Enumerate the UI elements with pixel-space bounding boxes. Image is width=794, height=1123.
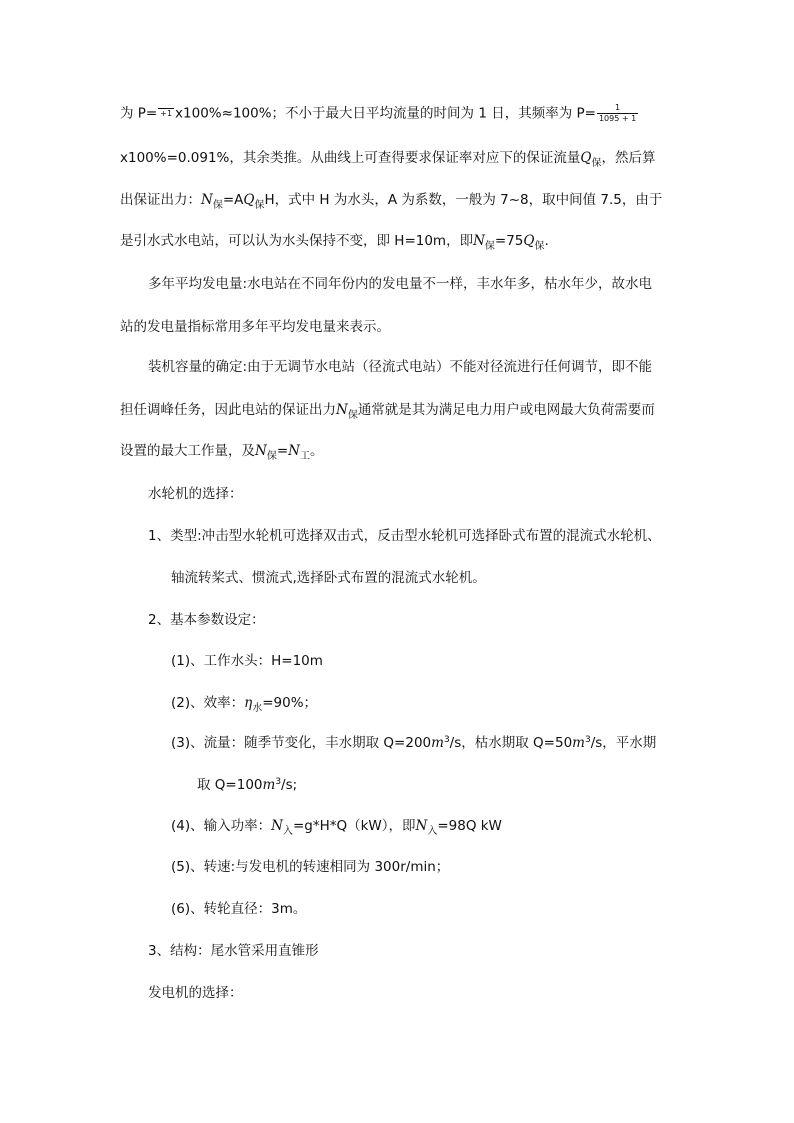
param-power: (4)、输入功率：$N_入=g*H*Q(kW)$，即$N_入=98Q$ kW [171,818,502,837]
fraction-2: $\frac{1}{1095 + 1}$ [598,103,637,123]
turbine-item-1-cont: 轴流转桨式、惯流式,选择卧式布置的混流式水轮机。 [171,570,486,586]
text-line-9: 设置的最大工作量，及$N_保=N_工$。 [120,443,324,462]
param-head: (1)、工作水头：H=10m [171,653,323,669]
text-line-1: 为 P= +1 x100%≈100%；不小于最大日平均流量的时间为 1 日，其频率为 P= $\frac{1}{1095 + 1}$ [120,103,637,123]
text-line-8: 担任调峰任务，因此电站的保证出力$N_保$通常就是其为满足电力用户或电网最大负荷需要而 [120,402,655,421]
fraction-1: +1 [160,109,173,118]
generator-heading: 发电机的选择： [148,985,243,1001]
param-diameter: (6)、转轮直径：3m。 [171,901,307,917]
text-line-4: 是引水式水电站，可以认为水头保持不变，即 H=10m，即$N_保=75Q_保$. [120,233,549,252]
param-flow: (3)、流量：随季节变化，丰水期取 $Q=200m^3/s$，枯水期取 $Q=50m^3/s$，平水期 [171,735,657,751]
turbine-item-2: 2、基本参数设定： [148,612,265,628]
text-line-5: 多年平均发电量:水电站在不同年份内的发电量不一样，丰水年多，枯水年少，故水电 [148,276,653,292]
text-line-2: x100%=0.091%，其余类推。从曲线上可查得要求保证率对应下的保证流量$Q_保$，然后算 [120,150,656,169]
param-speed: (5)、转速:与发电机的转速相同为 300r/min； [171,859,450,875]
turbine-heading: 水轮机的选择： [148,486,243,502]
text-line-7: 装机容量的确定:由于无调节水电站（径流式电站）不能对径流进行任何调节，即不能 [148,359,653,375]
text-line-3: 出保证出力：$N_保=AQ_保H$，式中 H 为水头，A 为系数，一般为 7~8，取中间值 7.5，由于 [120,192,663,211]
turbine-item-1: 1、类型:冲击型水轮机可选择双击式，反击型水轮机可选择卧式布置的混流式水轮机、 [148,528,661,544]
param-efficiency: (2)、效率：$\eta_水=90\%$； [171,695,318,714]
turbine-item-3: 3、结构：尾水管采用直锥形 [148,943,319,959]
text-line-6: 站的发电量指标常用多年平均发电量来表示。 [120,319,390,335]
param-flow-cont: 取 $Q=100m^3/s$; [197,777,298,793]
